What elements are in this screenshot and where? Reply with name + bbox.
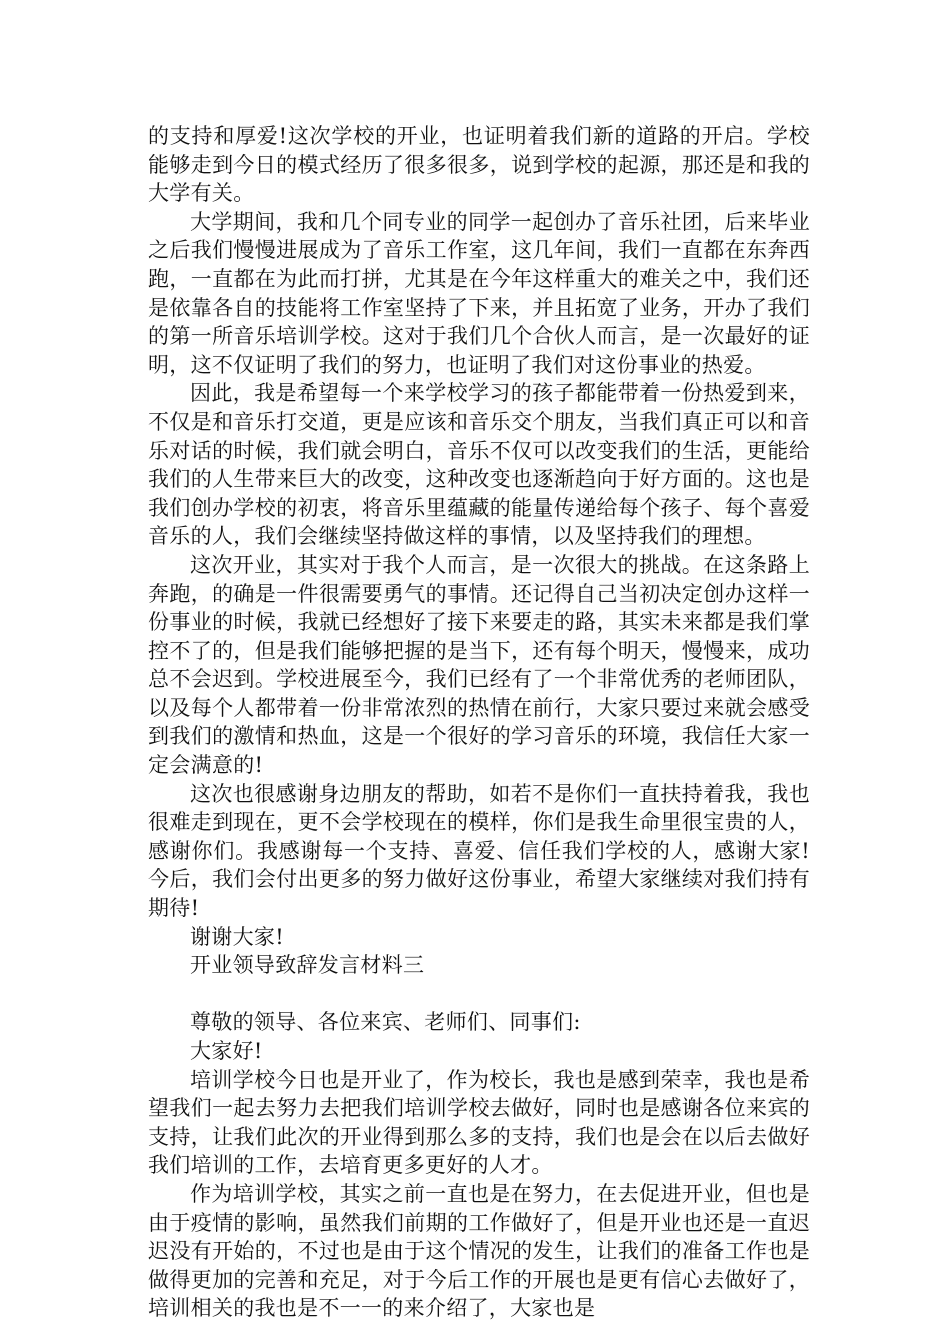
paragraph-opening-honor: 培训学校今日也是开业了，作为校长，我也是感到荣幸，我也是希望我们一起去努力去把我们培训学校去做好，同时也是感谢各位来宾的支持，让我们此次的开业得到那么多的支持，我们也是会在以后去做好我们培训的工作，去培育更多更好的人才。 [148,1067,810,1178]
salutation: 尊敬的领导、各位来宾、老师们、同事们: [190,1010,581,1035]
paragraph-school-mission: 因此，我是希望每一个来学校学习的孩子都能带着一份热爱到来，不仅是和音乐打交道，更是应该和音乐交个朋友，当我们真正可以和音乐对话的时候，我们就会明白，音乐不仅可以改变我们的生活，更能给我们的人生带来巨大的改变，这种改变也逐渐趋向于好方面的。这也是我们创办学校的初衷，将音乐里蕴藏的能量传递给每个孩子、每个喜爱音乐的人，我们会继续坚持做这样的事情，以及坚持我们的理想。 [148,381,810,549]
section-title: 开业领导致辞发言材料三 [190,953,425,978]
paragraph-opening-challenge: 这次开业，其实对于我个人而言，是一次很大的挑战。在这条路上奔跑，的确是一件很需要勇气的事情。还记得自己当初决定创办这样一份事业的时候，我就已经想好了接下来要走的路，其实未来都是我们掌控不了的，但是我们能够把握的是当下，还有每个明天，慢慢来，成功总不会迟到。学校进展至今，我们已经有了一个非常优秀的老师团队，以及每个人都带着一份非常浓烈的热情在前行，大家只要过来就会感受到我们的激情和热血，这是一个很好的学习音乐的环境，我信任大家一定会满意的! [148,552,810,778]
paragraph-preparation: 作为培训学校，其实之前一直也是在努力，在去促进开业，但也是由于疫情的影响，虽然我们前期的工作做好了，但是开业也还是一直迟迟没有开始的，不过也是由于这个情况的发生，让我们的准备工作也是做得更加的完善和充足，对于今后工作的开展也是更有信心去做好了，培训相关的我也是不一一的来介绍了，大家也是 [148,1181,810,1321]
paragraph-continuation: 的支持和厚爱!这次学校的开业，也证明着我们新的道路的开启。学校能够走到今日的模式经历了很多很多，说到学校的起源，那还是和我的大学有关。 [148,124,810,206]
document-body [148,122,810,1323]
closing-thanks: 谢谢大家! [190,924,284,949]
paragraph-university-story: 大学期间，我和几个同专业的同学一起创办了音乐社团，后来毕业之后我们慢慢进展成为了音乐工作室，这几年间，我们一直都在东奔西跑，一直都在为此而打拼，尤其是在今年这样重大的难关之中，我们还是依靠各自的技能将工作室坚持了下来，并且拓宽了业务，开办了我们的第一所音乐培训学校。这对于我们几个合伙人而言，是一次最好的证明，这不仅证明了我们的努力，也证明了我们对这份事业的热爱。 [148,209,810,377]
greeting: 大家好! [190,1039,263,1063]
paragraph-thanks-friends: 这次也很感谢身边朋友的帮助，如若不是你们一直扶持着我，我也很难走到现在，更不会学校现在的模样，你们是我生命里很宝贵的人，感谢你们。我感谢每一个支持、喜爱、信任我们学校的人，感谢大家!今后，我们会付出更多的努力做好这份事业，希望大家继续对我们持有期待! [148,781,810,921]
blank-line [148,980,810,1009]
